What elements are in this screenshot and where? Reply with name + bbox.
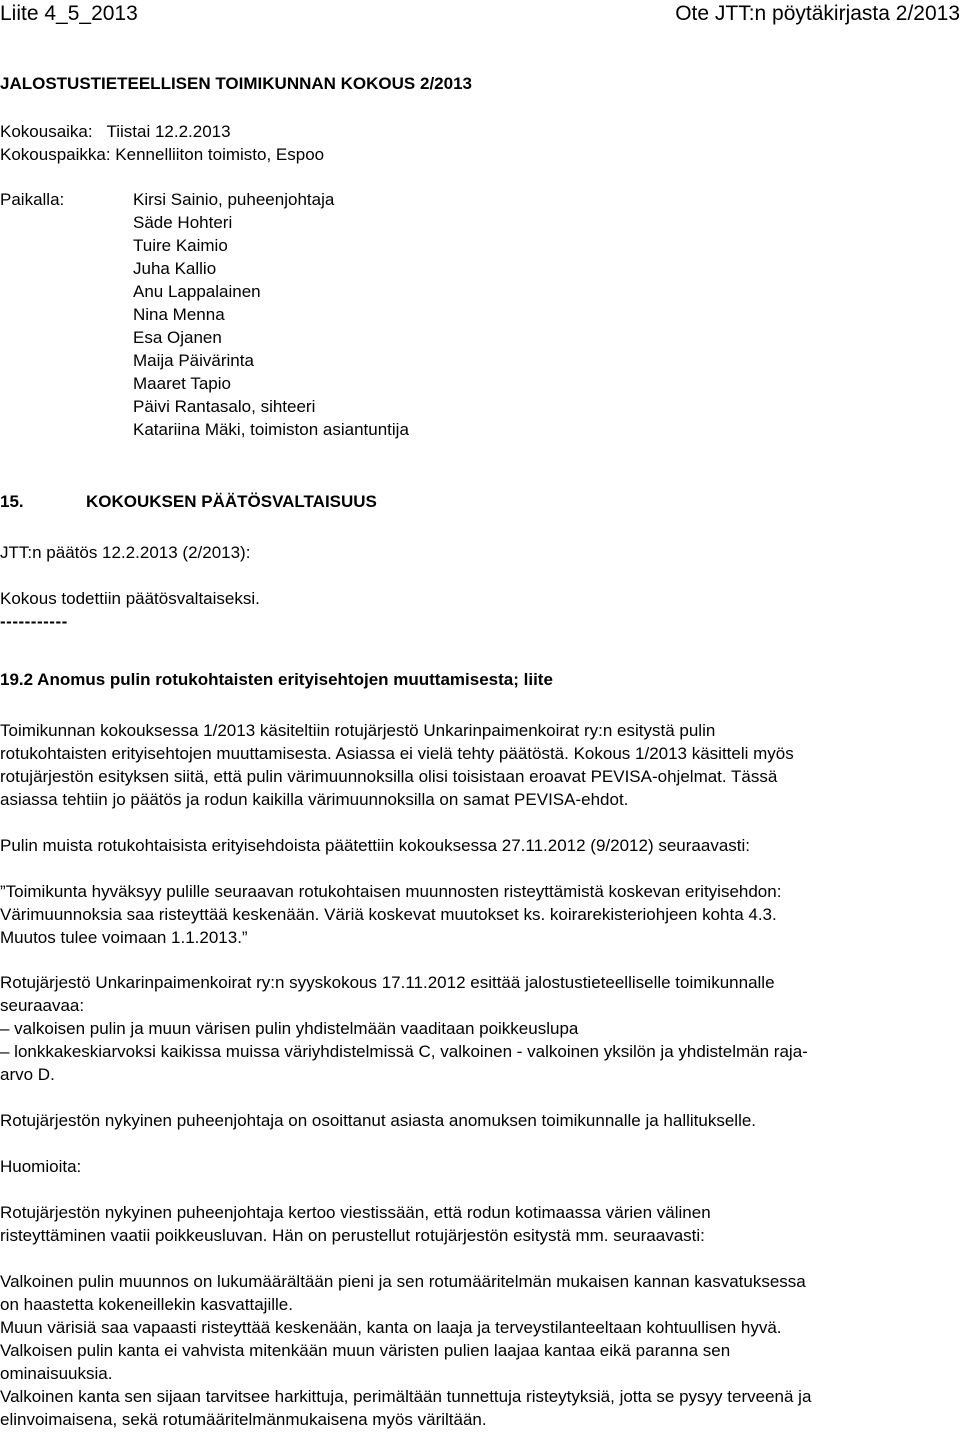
- proposal-list: [0, 1017, 960, 1086]
- text-line: Toimikunnan kokouksessa 1/2013 käsiteltiin rotujärjestö Unkarinpaimenkoirat ry:n esitystä pulin: [0, 721, 716, 740]
- attendee: Kirsi Sainio, puheenjohtaja: [133, 190, 335, 209]
- text-line: ominaisuuksia.: [0, 1364, 113, 1383]
- text-line: Valkoisen pulin kanta ei vahvista mitenkään muun väristen pulien laajaa kantaa eikä paranna sen: [0, 1341, 731, 1360]
- paragraph-previous-meeting: [0, 719, 960, 811]
- decision-text: Kokous todettiin päätösvaltaiseksi.: [0, 589, 260, 608]
- quoted-decision: [0, 880, 960, 949]
- meeting-time: Kokousaika: Tiistai 12.2.2013: [0, 122, 231, 141]
- paragraph-white-breeding: [0, 1385, 960, 1431]
- text-line: elinvoimaisena, sekä rotumääritelmänmukaisena myös väriltään.: [0, 1410, 487, 1429]
- paragraph-white-variant: [0, 1270, 960, 1316]
- section-number: 15.: [0, 492, 24, 511]
- attendee: Tuire Kaimio: [133, 236, 228, 255]
- meeting-place: Kokouspaikka: Kennelliiton toimisto, Espoo: [0, 145, 325, 164]
- attendee: Säde Hohteri: [133, 213, 233, 232]
- attendee: Maaret Tapio: [133, 374, 231, 393]
- text-line: Muutos tulee voimaan 1.1.2013.”: [0, 928, 248, 947]
- attendee: Juha Kallio: [133, 259, 217, 278]
- attendees-list: [133, 188, 409, 441]
- section-title: KOKOUKSEN PÄÄTÖSVALTAISUUS: [86, 492, 377, 511]
- notes-label: Huomioita:: [0, 1157, 82, 1176]
- section-19-2-heading: 19.2 Anomus pulin rotukohtaisten erityisehtojen muuttamisesta; liite: [0, 670, 553, 689]
- text-line: Värimuunnoksia saa risteyttää keskenään. Väriä koskevat muutokset ks. koirarekisteriohjeen kohta 4.3.: [0, 905, 777, 924]
- attachment-label: Liite 4_5_2013: [0, 2, 138, 25]
- text-line: rotujärjestön esityksen siitä, että pulin värimuunnoksilla olisi toisistaan eroavat PEVISA-ohjelmat. Tässä: [0, 767, 778, 786]
- list-item: – lonkkakeskiarvoksi kaikissa muissa väriyhdistelmissä C, valkoinen - valkoinen yksilön ja yhdistelmän raja-: [0, 1042, 808, 1061]
- text-line: asiassa tehtiin jo päätös ja rodun kaikilla värimuunnoksilla on samat PEVISA-ehdot.: [0, 790, 629, 809]
- paragraph-other-colors: Muun värisiä saa vapaasti risteyttää keskenään, kanta on laaja ja terveystilanteeltaan kohtuullisen hyvä.: [0, 1318, 782, 1337]
- text-line: seuraavaa:: [0, 996, 85, 1015]
- document-title: JALOSTUSTIETEELLISEN TOIMIKUNNAN KOKOUS 2/2013: [0, 74, 472, 93]
- decision-label: JTT:n päätös 12.2.2013 (2/2013):: [0, 543, 251, 562]
- attendee: Nina Menna: [133, 305, 225, 324]
- text-line: ”Toimikunta hyväksyy pulille seuraavan rotukohtaisen muunnosten risteyttämistä koskevan erityisehdon:: [0, 882, 782, 901]
- text-line: risteyttäminen vaatii poikkeusluvan. Hän on perustellut rotujärjestön esitystä mm. seuraavasti:: [0, 1226, 705, 1245]
- paragraph-earlier-decision: Pulin muista rotukohtaisista erityisehdoista päätettiin kokouksessa 27.11.2012 (9/2012) seuraavasti:: [0, 836, 751, 855]
- attendee: Esa Ojanen: [133, 328, 222, 347]
- excerpt-label: Ote JTT:n pöytäkirjasta 2/2013: [675, 2, 960, 25]
- attendee: Anu Lappalainen: [133, 282, 261, 301]
- separator: -----------: [0, 612, 68, 631]
- text-line: Rotujärjestön nykyinen puheenjohtaja kertoo viestissään, että rodun kotimaassa värien välinen: [0, 1203, 711, 1222]
- text-line: Rotujärjestö Unkarinpaimenkoirat ry:n syyskokous 17.11.2012 esittää jalostustieteelliselle toimikunnalle: [0, 973, 775, 992]
- attendee: Katariina Mäki, toimiston asiantuntija: [133, 420, 409, 439]
- text-line: on haastetta kokeneillekin kasvattajille.: [0, 1295, 293, 1314]
- list-item-continuation: arvo D.: [0, 1065, 55, 1084]
- text-line: rotukohtaisten erityisehtojen muuttamisesta. Asiassa ei vielä tehty päätöstä. Kokous 1/2013 käsitteli myös: [0, 744, 794, 763]
- paragraph-chair-application: Rotujärjestön nykyinen puheenjohtaja on osoittanut asiasta anomuksen toimikunnalle ja hallitukselle.: [0, 1111, 757, 1130]
- text-line: Valkoinen pulin muunnos on lukumäärältään pieni ja sen rotumääritelmän mukaisen kannan kasvatuksessa: [0, 1272, 806, 1291]
- paragraph-white-population: [0, 1339, 960, 1385]
- section-15-heading: [0, 490, 960, 513]
- attendee: Maija Päivärinta: [133, 351, 254, 370]
- page-header: [0, 0, 960, 30]
- attendee: Päivi Rantasalo, sihteeri: [133, 397, 316, 416]
- text-line: Valkoinen kanta sen sijaan tarvitsee harkittuja, perimältään tunnettuja risteytyksiä, jotta se pysyy terveenä ja: [0, 1387, 812, 1406]
- paragraph-proposal-intro: [0, 971, 960, 1017]
- list-item: – valkoisen pulin ja muun värisen pulin yhdistelmään vaaditaan poikkeuslupa: [0, 1019, 579, 1038]
- paragraph-chair-message: [0, 1201, 960, 1247]
- attendees-label: Paikalla:: [0, 190, 65, 209]
